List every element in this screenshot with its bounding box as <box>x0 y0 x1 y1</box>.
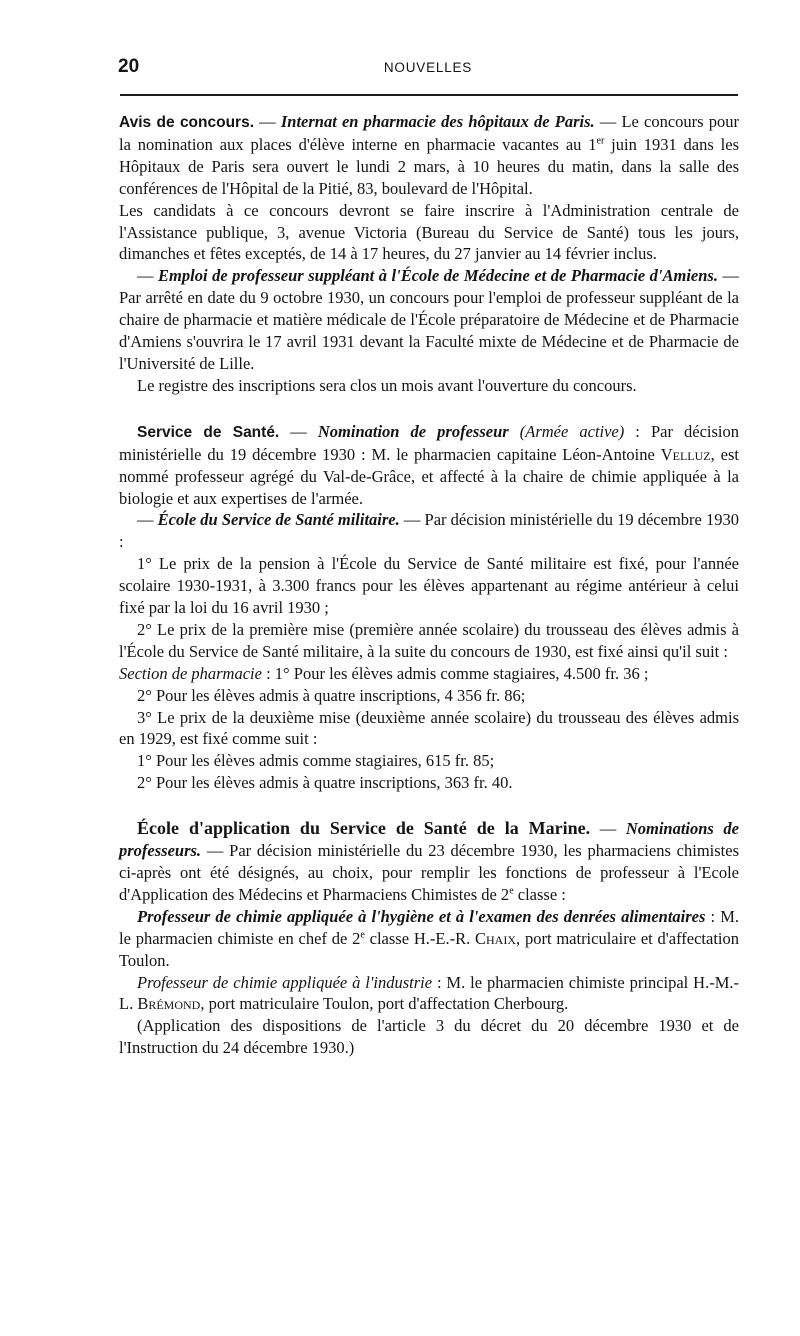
paragraph: Les candidats à ce concours devront se faire inscrire à l'Administration centrale de l'Assistance publique, 3, avenue Victoria (Bureau du Service de Santé) tous les jours, dimanches et fêtes exceptés, de 14 à 17 heures, du 27 janvier au 14 février inclus. <box>119 200 739 264</box>
list-item: 2° Pour les élèves admis à quatre inscriptions, 4 356 fr. 86; <box>137 685 526 705</box>
list-item: 3° Le prix de la deuxième mise (deuxième année scolaire) du trousseau des élèves admis en 1929, est fixé comme suit : <box>119 707 739 749</box>
paragraph: (Application des dispositions de l'article 3 du décret du 20 décembre 1930 et de l'Instruction du 24 décembre 1930.) <box>119 1016 739 1058</box>
paragraph: Professeur de chimie appliquée à l'hygiène et à l'examen des denrées alimentaires : M. le pharmacien chimiste en chef de 2e classe H.-E.-R. Chaix, port matriculaire et d'affectation Toulon. <box>119 906 740 970</box>
paragraph: — Emploi de professeur suppléant à l'École de Médecine et de Pharmacie d'Amiens. — Par arrêté en date du 9 octobre 1930, un concours pour l'emploi de professeur suppléant de la chaire de pharmacie et matière médicale de l'École préparatoire de Médecine et de Pharmacie d'Amiens s'ouvrira le 17 avril 1931 devant la Faculté mixte de Médecine et de Pharmacie de l'Université de Lille. <box>119 266 739 373</box>
person-name: Chaix <box>475 928 517 948</box>
list-item: Section de pharmacie : 1° Pour les élèves admis comme stagiaires, 4.500 fr. 36 ; <box>119 663 649 683</box>
page-header <box>118 56 738 90</box>
list-item: 1° Le prix de la pension à l'École du Service de Santé militaire est fixé, pour l'année scolaire 1930-1931, à 3.300 francs pour les élèves appartenant au régime antérieur à celui fixé par la loi du 16 avril 1930 ; <box>119 554 739 618</box>
section-heading: École d'application du Service de Santé de la Marine. <box>137 818 591 839</box>
section-heading: Service de Santé. <box>137 423 280 441</box>
paragraph: Professeur de chimie appliquée à l'industrie : M. le pharmacien chimiste principal H.-M.-L. Brémond, port matriculaire Toulon, port d'affectation Cherbourg. <box>119 972 739 1014</box>
section-heading: Avis de concours. <box>119 114 255 131</box>
header-rule <box>120 94 738 96</box>
person-name: Velluz <box>660 444 711 464</box>
concours-paragraph: Avis de concours. — Internat en pharmacie des hôpitaux de Paris. — Le concours pour la nomination aux places d'élève interne en pharmacie vacantes au 1er juin 1931 dans les Hôpitaux de Paris sera ouvert le lundi 2 mars, à 10 heures du matin, dans la salle des conférences de l'Hôpital de la Pitié, 83, boulevard de l'Hôpital. <box>119 112 739 198</box>
section-subheading: Internat en pharmacie des hôpitaux de Paris. <box>280 112 595 131</box>
section-subheading: Nomination de professeur <box>317 421 509 441</box>
paragraph: Le registre des inscriptions sera clos un mois avant l'ouverture du concours. <box>137 375 637 395</box>
person-name: Brémond <box>137 994 201 1014</box>
sante-paragraph: Service de Santé. — Nomination de professeur (Armée active) : Par décision ministérielle du 19 décembre 1930 : M. le pharmacien capitaine Léon-Antoine Velluz, est nommé professeur agrégé du Val-de-Grâce, et affecté à la chaire de chimie appliquée à la biologie et aux expertises de l'armée. <box>119 421 739 508</box>
list-item: 2° Pour les élèves admis à quatre inscriptions, 363 fr. 40. <box>137 773 513 793</box>
marine-paragraph: École d'application du Service de Santé de la Marine. — Nominations de professeurs. — Par décision ministérielle du 23 décembre 1930, les pharmaciens chimistes ci-après ont été désignés, au choix, pour remplir les fonctions de professeur à l'Ecole d'Application des Médecins et Pharmaciens Chimistes de 2e classe : <box>119 818 739 904</box>
article-body <box>119 111 739 1059</box>
section-subheading: Nominations de professeurs. <box>119 819 739 861</box>
list-item: 2° Le prix de la première mise (première année scolaire) du trousseau des élèves admis à l'École du Service de Santé militaire, à la suite du concours de 1930, est fixé ainsi qu'il suit : <box>119 619 739 661</box>
list-item: 1° Pour les élèves admis comme stagiaires, 615 fr. 85; <box>137 751 495 771</box>
subsection-title: Emploi de professeur suppléant à l'École de Médecine et de Pharmacie d'Amiens. <box>158 266 718 286</box>
paragraph: — École du Service de Santé militaire. — Par décision ministérielle du 19 décembre 1930 : <box>119 510 739 552</box>
running-title: NOUVELLES <box>383 60 473 75</box>
page-number: 20 <box>118 56 140 77</box>
subsection-title: École du Service de Santé militaire. <box>157 510 400 530</box>
